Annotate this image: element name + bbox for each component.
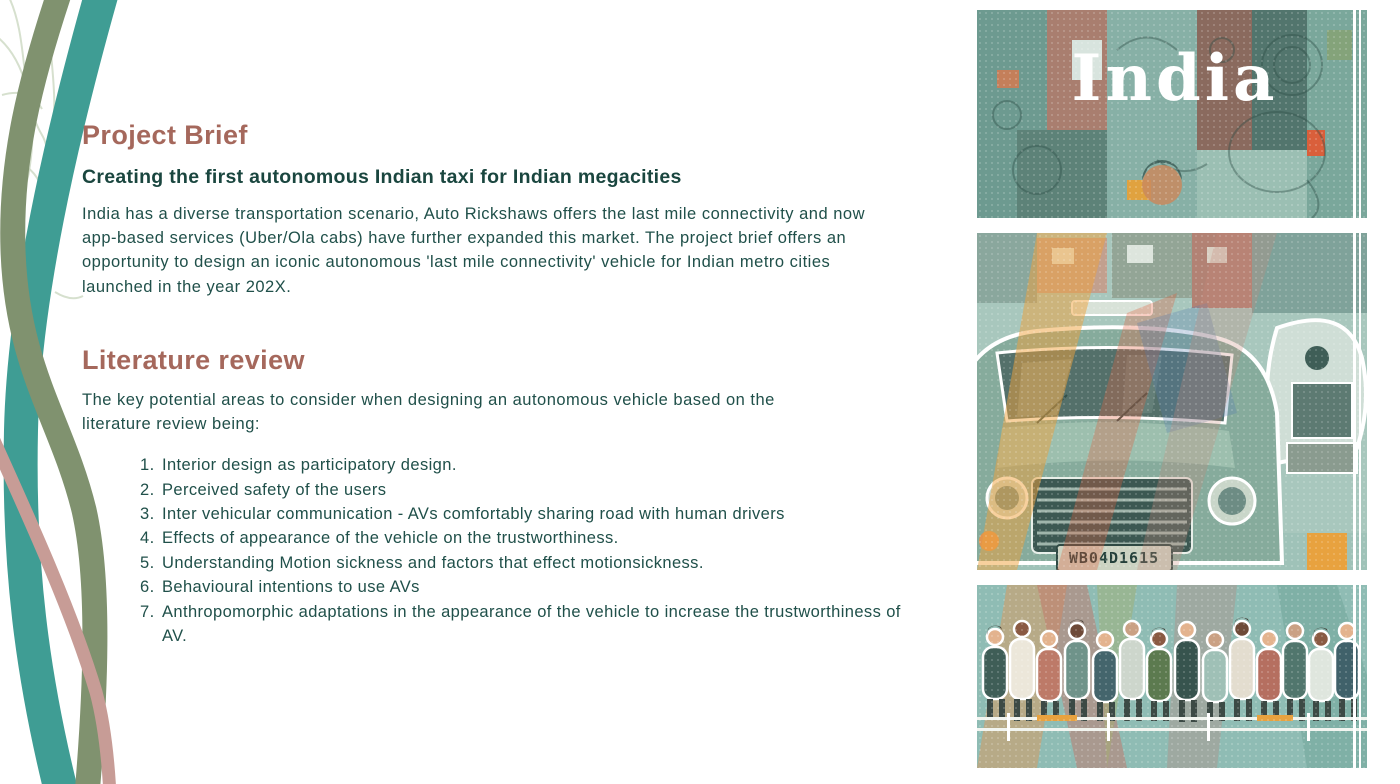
list-item: Understanding Motion sickness and factors that effect motionsickness. xyxy=(162,553,704,572)
india-collage-image xyxy=(977,10,1367,218)
side-texture-strip xyxy=(1368,10,1400,768)
project-brief-subheading: Creating the first autonomous Indian taxi for Indian megacities xyxy=(82,166,682,188)
literature-review-list xyxy=(140,453,922,648)
list-item: Effects of appearance of the vehicle on the trustworthiness. xyxy=(162,529,619,548)
taxi-traffic-image xyxy=(977,233,1367,570)
content-column xyxy=(82,120,922,648)
list-item: Anthropomorphic adaptations in the appearance of the vehicle to increase the trustworthiness of AV. xyxy=(162,602,901,646)
white-stripe xyxy=(1359,585,1361,768)
list-item: Perceived safety of the users xyxy=(162,480,387,499)
white-stripe xyxy=(1359,10,1361,218)
list-item: Interior design as participatory design. xyxy=(162,456,457,475)
india-title-text: India xyxy=(1071,41,1279,116)
literature-review-lead: The key potential areas to consider when designing an autonomous vehicle based on the literature review being: xyxy=(82,390,775,434)
project-brief-paragraph: India has a diverse transportation scenario, Auto Rickshaws offers the last mile connectivity and now app-based services (Uber/Ola cabs) have further expanded this market. The project brief offers an opportunity to design an iconic autonomous 'last mile connectivity' vehicle for Indian metro cities launched in the year 202X. xyxy=(82,205,865,296)
white-stripe xyxy=(1353,585,1356,768)
white-stripe xyxy=(1353,10,1356,218)
project-brief-heading: Project Brief xyxy=(82,120,248,150)
crowd-illustration-image xyxy=(977,585,1367,768)
white-stripe xyxy=(1353,233,1356,570)
literature-review-heading: Literature review xyxy=(82,344,305,375)
list-item: Inter vehicular communication - AVs comfortably sharing road with human drivers xyxy=(162,505,785,524)
list-item: Behavioural intentions to use AVs xyxy=(162,578,420,597)
white-stripe xyxy=(1359,233,1361,570)
